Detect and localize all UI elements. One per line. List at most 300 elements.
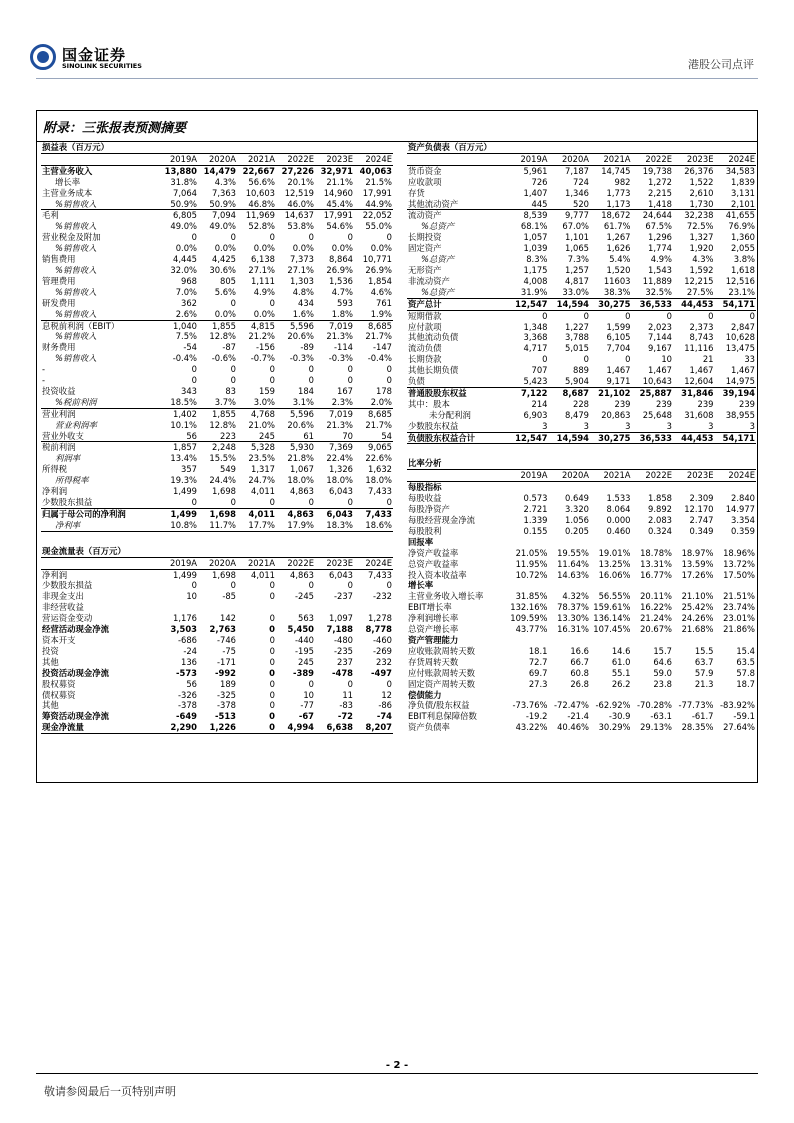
- cell-value: -326: [177, 689, 197, 700]
- cell-value: 15.4: [736, 645, 755, 656]
- cell-value: 0: [315, 497, 354, 508]
- row-label: 流动资产: [408, 210, 442, 221]
- table-row: [41, 320, 393, 331]
- cell-value: 69.7: [528, 667, 548, 678]
- cell-value: 0: [198, 497, 237, 508]
- cell-value: 10.8%: [159, 520, 198, 531]
- cell-value: 61.7%: [603, 221, 631, 232]
- cell-value: 0: [308, 678, 314, 689]
- cell-value: 16.22%: [640, 602, 672, 613]
- cell-value: 0: [269, 613, 275, 624]
- table-row: [407, 613, 756, 624]
- cell-value: 0: [386, 375, 392, 386]
- row-label: 资产负债率: [408, 722, 450, 733]
- cell-value: 0: [230, 375, 236, 386]
- table-row: [41, 210, 393, 221]
- table-row: [407, 646, 756, 657]
- cell-value: 25,648: [642, 409, 672, 420]
- cell-value: 0: [308, 375, 314, 386]
- cell-value: 1,467: [606, 365, 631, 376]
- cell-value: 1,326: [329, 464, 353, 475]
- cell-value: 8,539: [523, 210, 548, 221]
- cell-value: 2,055: [731, 243, 755, 254]
- table-row: [41, 431, 393, 442]
- table-row: [407, 199, 756, 210]
- cell-value: 1,467: [731, 365, 755, 376]
- cell-value: 1,296: [648, 232, 672, 243]
- row-label: %销售收入: [41, 199, 159, 210]
- cell-value: 223: [198, 431, 237, 442]
- row-label: 应付账款周转天数: [408, 667, 475, 678]
- row-label: 少数股东损益: [42, 580, 93, 591]
- table-row: [407, 287, 756, 298]
- cell-value: 0: [347, 364, 353, 375]
- year-header: 2021A: [237, 153, 276, 165]
- year-header-row: [407, 470, 756, 482]
- year-header: 2022E: [632, 470, 674, 482]
- table-row: [407, 332, 756, 343]
- table-row: [41, 602, 393, 613]
- year-header: 2021A: [590, 470, 632, 482]
- table-row: [407, 221, 756, 232]
- row-label: 投资活动现金净流: [42, 667, 109, 678]
- cell-value: 0.460: [606, 525, 631, 536]
- table-row: [41, 177, 393, 188]
- row-label: 管理费用: [42, 275, 76, 286]
- cell-value: 1,698: [212, 569, 236, 580]
- cell-value: 239: [656, 398, 672, 409]
- cell-value: 107.45%: [593, 624, 631, 635]
- cell-value: 1,065: [565, 243, 589, 254]
- table-row: [41, 199, 393, 210]
- cell-value: 1,855: [212, 408, 236, 419]
- cell-value: 68.1%: [520, 221, 548, 232]
- cell-value: 7,704: [606, 343, 631, 354]
- cell-value: 4.9%: [253, 286, 275, 297]
- cell-value: 0: [625, 354, 631, 365]
- cell-value: 159.61%: [593, 602, 631, 613]
- cell-value: 10,771: [362, 254, 392, 265]
- cell-value: 19,738: [642, 165, 672, 176]
- cell-value: 8,207: [354, 722, 393, 733]
- row-label: 短期借款: [408, 310, 442, 321]
- year-header: 2019A: [159, 153, 198, 165]
- cell-value: 13.4%: [170, 453, 197, 464]
- cell-value: 5,015: [565, 343, 589, 354]
- table-row: [41, 580, 393, 591]
- table-row: [407, 254, 756, 265]
- cell-value: 2.747: [689, 515, 714, 525]
- row-label: 回报率: [408, 536, 434, 547]
- cell-value: 56: [186, 678, 197, 689]
- cell-value: 8.3%: [526, 254, 548, 265]
- table-row: [41, 243, 393, 254]
- cell-value: 1,499: [170, 508, 197, 519]
- year-header: 2024E: [354, 557, 393, 569]
- cell-value: 1,418: [632, 199, 674, 210]
- cell-value: [159, 602, 198, 613]
- row-label: -: [42, 375, 46, 386]
- row-label: %销售收入: [55, 221, 97, 232]
- cell-value: 232: [376, 656, 392, 667]
- cell-value: 25.42%: [681, 602, 714, 613]
- cell-value: 0: [269, 700, 275, 711]
- row-label: 其他: [42, 700, 59, 711]
- row-label: 负债股东权益合计: [407, 432, 507, 444]
- cell-value: 0: [230, 232, 236, 243]
- cell-value: [354, 602, 393, 613]
- cell-value: 76.9%: [728, 221, 755, 232]
- cell-value: 22.4%: [326, 453, 353, 464]
- section-header-row: [407, 458, 756, 469]
- cell-value: 0: [708, 310, 714, 321]
- cell-value: 15.5: [694, 645, 714, 656]
- row-label: 营业利润: [42, 408, 76, 419]
- cell-value: 66.7: [570, 656, 589, 667]
- cell-value: 13.31%: [640, 558, 672, 569]
- cell-value: 32.5%: [632, 287, 674, 298]
- row-label: %总资产: [421, 221, 455, 232]
- cell-value: 54,171: [715, 298, 757, 310]
- cell-value: 27.64%: [723, 722, 755, 733]
- cell-value: -62.92%: [595, 700, 631, 711]
- cell-value: 7,373: [290, 254, 314, 265]
- cell-value: 1,467: [648, 365, 672, 376]
- cell-value: 4.9%: [650, 254, 672, 265]
- cell-value: 11,969: [245, 210, 275, 221]
- cell-value: 49.0%: [209, 221, 236, 232]
- cell-value: 78.37%: [557, 602, 589, 613]
- table-row: [41, 657, 393, 668]
- cell-value: 0: [237, 497, 276, 508]
- cell-value: 33.0%: [549, 287, 591, 298]
- cell-value: 28.35%: [681, 722, 714, 733]
- year-header: 2024E: [354, 153, 393, 165]
- cell-value: 0.324: [648, 525, 672, 536]
- year-header-row: [41, 153, 393, 165]
- cell-value: 726: [531, 176, 548, 187]
- cell-value: 239: [697, 398, 714, 409]
- cell-value: -86: [378, 700, 392, 711]
- cell-value: 53.8%: [287, 221, 314, 232]
- cell-value: 8,778: [365, 624, 392, 635]
- row-label: 存货: [408, 187, 425, 198]
- cell-value: 178: [376, 385, 392, 396]
- cell-value: 4,425: [212, 254, 236, 265]
- cell-value: 0: [749, 310, 755, 321]
- year-header: 2020A: [198, 557, 237, 569]
- cell-value: 20.67%: [640, 624, 672, 635]
- cell-value: 32,971: [320, 165, 353, 176]
- appendix-frame: [36, 110, 758, 783]
- cell-value: 1,730: [673, 199, 715, 210]
- footer-divider: [36, 1073, 758, 1074]
- row-label: 其他流动负债: [408, 332, 459, 343]
- cell-value: 0: [583, 310, 589, 321]
- cell-value: 57.8: [736, 667, 755, 678]
- header-divider: [36, 78, 758, 79]
- table-row: [41, 188, 393, 199]
- cell-value: 0: [269, 580, 275, 591]
- table-row: [407, 580, 756, 591]
- cell-value: 0: [347, 375, 353, 386]
- cell-value: 1,499: [173, 569, 197, 580]
- cell-value: 18.97%: [681, 547, 714, 558]
- cell-value: 17.9%: [276, 520, 315, 531]
- cell-value: 7.3%: [567, 254, 589, 265]
- cell-value: 43.22%: [515, 722, 548, 733]
- section-header-row: [41, 142, 393, 153]
- cell-value: 13,475: [725, 343, 755, 354]
- cell-value: 1,272: [648, 176, 672, 187]
- year-header: 2023E: [673, 153, 715, 165]
- cell-value: 61: [276, 431, 315, 442]
- cell-value: 20.1%: [287, 176, 314, 187]
- year-header: 2022E: [632, 153, 674, 165]
- cell-value: 1,111: [251, 275, 275, 286]
- cell-value: 136.14%: [593, 613, 631, 624]
- cell-value: -480: [333, 634, 353, 645]
- cell-value: 1,267: [606, 232, 631, 243]
- table-row: [41, 442, 393, 453]
- cell-value: 228: [573, 398, 589, 409]
- cell-value: 1,040: [173, 320, 197, 331]
- cell-value: 23.01%: [723, 613, 755, 624]
- cell-value: -156: [255, 342, 275, 353]
- cell-value: 10: [186, 591, 197, 602]
- cell-value: 5,328: [251, 442, 275, 453]
- cell-value: 56: [159, 431, 198, 442]
- row-label: 现金净流量: [41, 722, 159, 733]
- cell-value: 724: [573, 176, 589, 187]
- cell-value: 1,346: [565, 187, 589, 198]
- cell-value: -63.1: [650, 711, 672, 722]
- cell-value: 43.77%: [515, 624, 548, 635]
- cell-value: 15.7: [653, 645, 672, 656]
- cell-value: 3.7%: [198, 397, 237, 408]
- cell-value: 7,019: [329, 320, 353, 331]
- cell-value: 167: [337, 385, 353, 396]
- table-row: [407, 298, 756, 310]
- cell-value: 2,290: [159, 722, 198, 733]
- cell-value: 2,248: [212, 442, 236, 453]
- table-row: [41, 420, 393, 431]
- brand-logo: [30, 44, 150, 74]
- cell-value: 57.9: [694, 667, 714, 678]
- cell-value: [198, 602, 237, 613]
- cell-value: 2,847: [731, 321, 755, 332]
- cell-value: 0: [269, 645, 275, 656]
- cell-value: -0.3%: [289, 353, 314, 364]
- cell-value: 1,303: [290, 275, 314, 286]
- cell-value: 17,991: [362, 187, 392, 198]
- table-row: [41, 375, 393, 386]
- cell-value: 1.858: [648, 493, 672, 504]
- cell-value: 2,373: [689, 321, 714, 332]
- cell-value: 12: [381, 689, 392, 700]
- table-row: [407, 365, 756, 376]
- table-row: [41, 331, 393, 342]
- section-title: 现金流量表（百万元）: [41, 546, 393, 557]
- cell-value: 64.6: [653, 656, 672, 667]
- cell-value: 4.3%: [214, 176, 236, 187]
- cell-value: 67.0%: [562, 221, 589, 232]
- cell-value: 7,369: [329, 442, 353, 453]
- cell-value: -746: [216, 634, 236, 645]
- cell-value: 5,423: [507, 376, 549, 387]
- cell-value: 13.59%: [681, 558, 714, 569]
- cell-value: 16.06%: [598, 569, 631, 580]
- cell-value: 2,101: [715, 199, 757, 210]
- cell-value: 1,278: [368, 613, 392, 624]
- cell-value: 20.6%: [287, 419, 314, 430]
- cell-value: 434: [298, 297, 314, 308]
- cell-value: 21: [702, 354, 714, 365]
- row-label: 应付款项: [408, 321, 442, 332]
- row-label: 息税前利润（EBIT）: [42, 320, 120, 331]
- cell-value: 2.309: [689, 493, 714, 504]
- cell-value: 2,610: [689, 187, 714, 198]
- cell-value: 12,516: [725, 275, 755, 286]
- cell-value: -440: [294, 634, 314, 645]
- cell-value: 189: [220, 678, 236, 689]
- cell-value: 0: [347, 678, 353, 689]
- table-row: [41, 613, 393, 624]
- cell-value: 3.0%: [237, 397, 276, 408]
- cell-value: 761: [376, 297, 392, 308]
- cell-value: 10: [661, 354, 672, 365]
- section-header-row: [41, 546, 393, 557]
- row-label: 未分配利润: [429, 409, 471, 420]
- cell-value: 0: [308, 364, 314, 375]
- row-label: 其他长期负债: [408, 365, 459, 376]
- cell-value: 21.0%: [248, 419, 275, 430]
- cell-value: 12.8%: [209, 419, 236, 430]
- cell-value: 27.3: [528, 678, 548, 689]
- cell-value: 3,131: [731, 187, 755, 198]
- cell-value: 1,175: [523, 264, 548, 275]
- cell-value: 21.05%: [515, 547, 548, 558]
- cell-value: 16.6: [570, 645, 589, 656]
- row-label: 净利润: [42, 569, 68, 580]
- year-header-row: [41, 557, 393, 569]
- cell-value: 60.8: [570, 667, 589, 678]
- cell-value: 6,138: [251, 254, 275, 265]
- cell-value: 7,019: [329, 408, 353, 419]
- cell-value: 0: [386, 678, 392, 689]
- appendix-title-bar: [37, 111, 757, 142]
- table-row: [407, 343, 756, 354]
- cell-value: 1.056: [565, 515, 589, 525]
- cell-value: -0.3%: [328, 353, 353, 364]
- cell-value: 21.7%: [365, 331, 392, 342]
- cell-value: 0: [269, 711, 275, 722]
- cell-value: 4.8%: [292, 286, 314, 297]
- cell-value: -269: [372, 645, 392, 656]
- cell-value: 61.0: [611, 656, 631, 667]
- cell-value: 1.533: [606, 493, 631, 504]
- table-row: [407, 548, 756, 559]
- table-row: [41, 486, 393, 497]
- row-label: 固定资产: [408, 243, 442, 254]
- cell-value: 3: [590, 421, 632, 432]
- cell-value: 0.573: [523, 493, 548, 504]
- cell-value: 7,064: [173, 187, 197, 198]
- row-label: %销售收入: [55, 286, 97, 297]
- table-row: [407, 482, 756, 493]
- table-row: [41, 520, 393, 531]
- row-label: 主营业务收入: [42, 165, 93, 176]
- cell-value: 18.0%: [287, 475, 314, 486]
- table-row: [41, 464, 393, 475]
- cell-value: 7,144: [648, 332, 672, 343]
- table-row: [407, 322, 756, 333]
- table-row: [407, 559, 756, 570]
- row-label: 经营活动现金净流: [42, 624, 109, 635]
- table-row: [407, 711, 756, 722]
- cell-value: 0: [230, 297, 236, 308]
- cell-value: 549: [220, 464, 236, 475]
- cell-value: 30.6%: [209, 264, 236, 275]
- cell-value: 11.95%: [515, 558, 548, 569]
- cell-value: -0.4%: [367, 353, 392, 364]
- cell-value: 142: [220, 613, 236, 624]
- cell-value: 445: [507, 199, 549, 210]
- row-label: 资产总计: [407, 298, 507, 310]
- row-label: 总资产增长率: [408, 624, 459, 635]
- cell-value: -232: [372, 591, 392, 602]
- row-label: 流动负债: [408, 343, 442, 354]
- cell-value: -24: [183, 645, 197, 656]
- cell-value: 12,547: [507, 432, 549, 444]
- cell-value: 520: [549, 199, 591, 210]
- cell-value: -649: [176, 711, 197, 722]
- cell-value: 11.64%: [557, 558, 589, 569]
- cell-value: 2.3%: [315, 397, 354, 408]
- cell-value: 10,643: [632, 376, 674, 387]
- cell-value: 14,960: [323, 187, 353, 198]
- cell-value: 23.5%: [248, 453, 275, 464]
- row-label: 所得税率: [55, 475, 89, 486]
- cell-value: 9,777: [565, 210, 589, 221]
- row-label: 主营业务收入增长率: [408, 591, 484, 602]
- cell-value: -85: [222, 591, 236, 602]
- cell-value: 18.78%: [640, 547, 672, 558]
- row-label: 净资产收益率: [408, 547, 459, 558]
- row-label: %总资产: [421, 254, 455, 265]
- row-label: 应收款项: [408, 176, 442, 187]
- table-row: [41, 591, 393, 602]
- cell-value: 4.32%: [562, 591, 589, 602]
- cell-value: -73.76%: [512, 700, 548, 711]
- cell-value: 29.13%: [640, 722, 672, 733]
- cell-value: 23.8: [653, 678, 672, 689]
- row-label: 存货周转天数: [408, 656, 459, 667]
- cell-value: -245: [294, 591, 314, 602]
- cell-value: 3,503: [170, 624, 197, 635]
- cell-value: 44.9%: [354, 199, 393, 210]
- table-row: [407, 591, 756, 602]
- cell-value: 63.5: [736, 656, 755, 667]
- cell-value: 7,433: [368, 569, 392, 580]
- cell-value: 14.6: [611, 645, 631, 656]
- cell-value: 1,599: [606, 321, 631, 332]
- cell-value: -114: [333, 342, 353, 353]
- cell-value: 245: [298, 656, 314, 667]
- cell-value: 4,011: [248, 508, 275, 519]
- row-label: 投资收益: [42, 385, 76, 396]
- cell-value: 14,594: [549, 298, 591, 310]
